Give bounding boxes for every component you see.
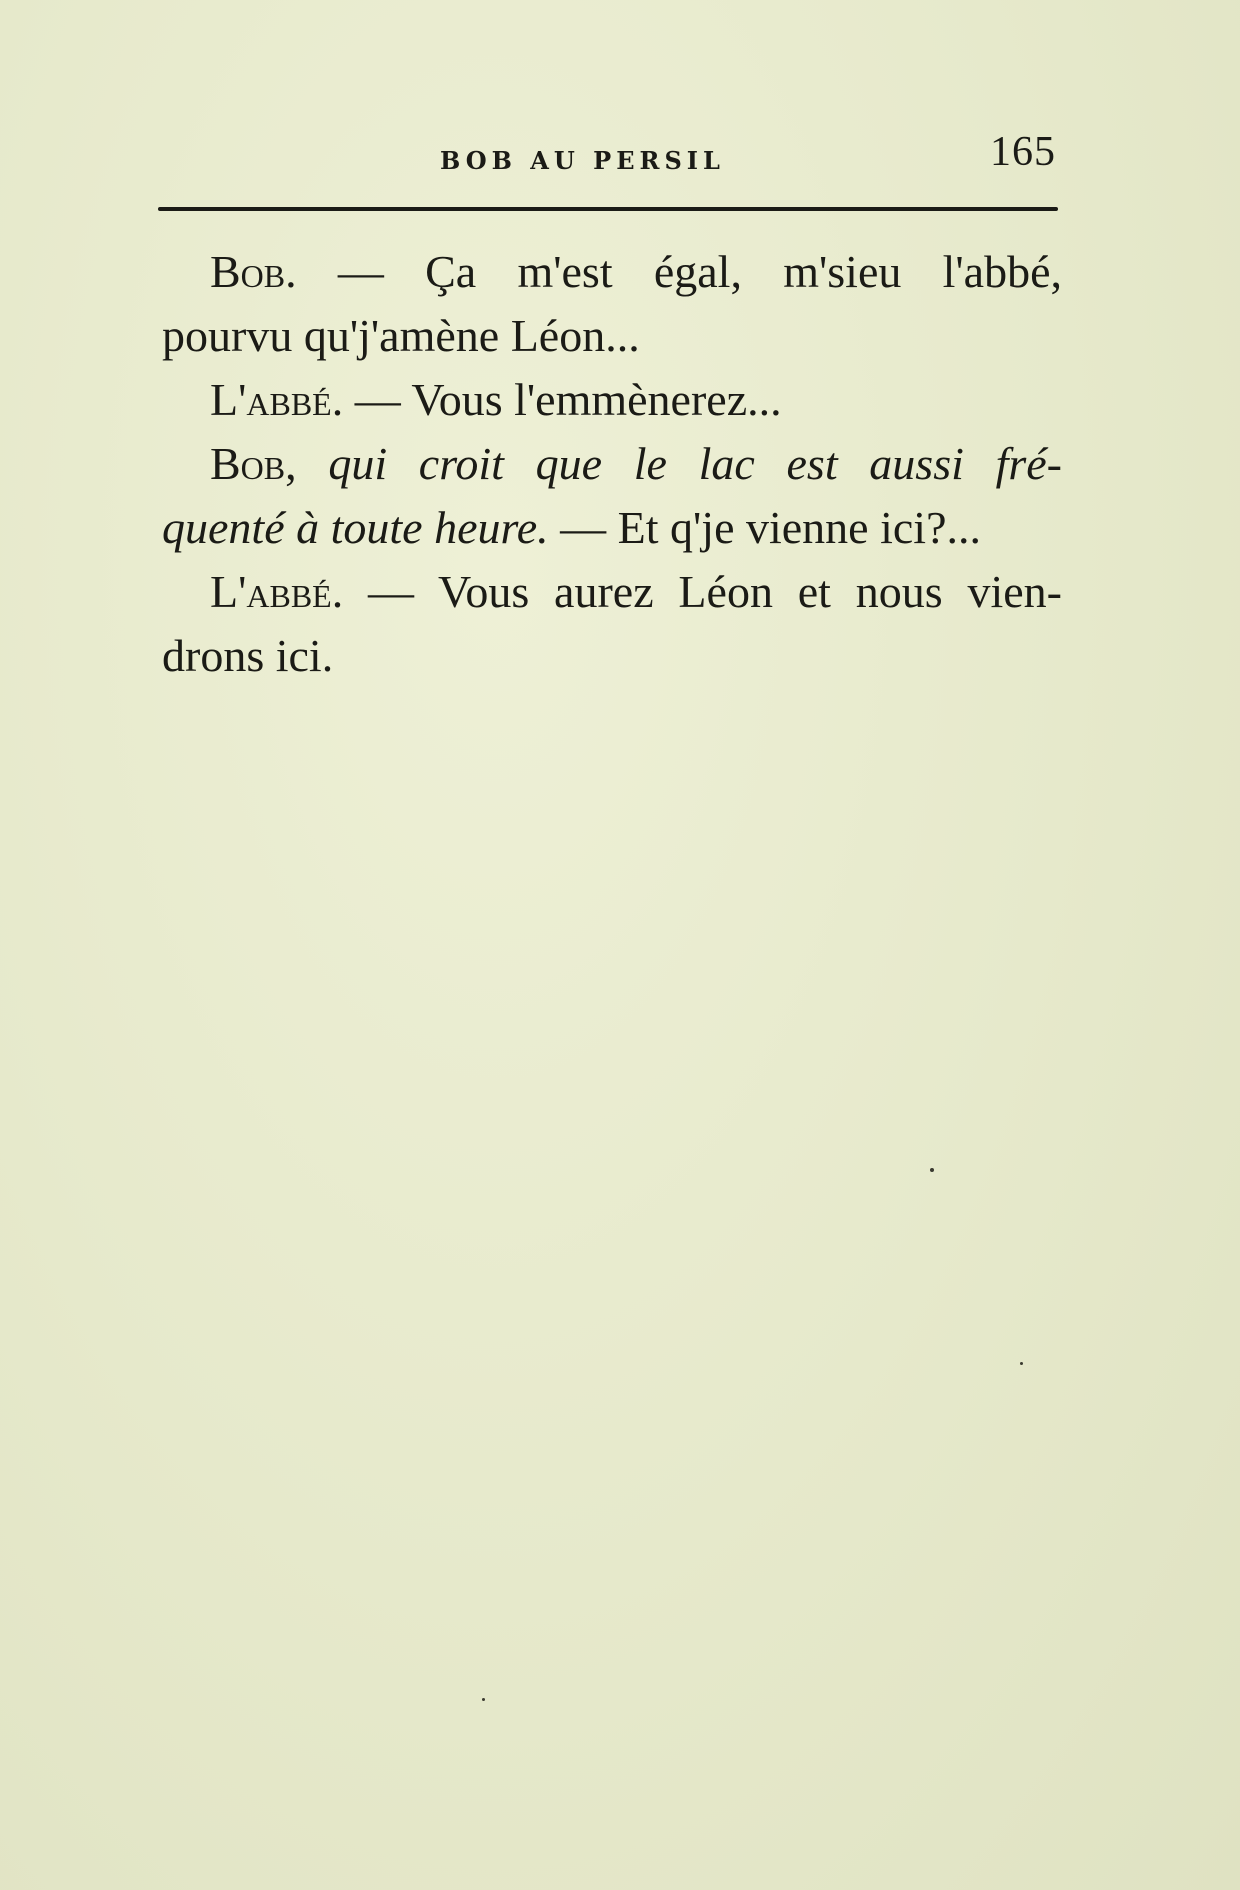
header-rule (158, 207, 1058, 211)
text-line (162, 432, 1062, 496)
speaker-name: L'abbé. (210, 566, 344, 617)
text-line (162, 496, 1062, 560)
dialogue-text-span: — Vous aurez Léon et nous vien- (343, 566, 1062, 617)
dialogue-text-span: — Vous l'emmènerez... (343, 374, 782, 425)
text-line (162, 624, 1062, 688)
dialogue-text-span: , (285, 438, 329, 489)
paper-speck (1020, 1362, 1023, 1365)
speaker-name: Bob. (210, 246, 297, 297)
speaker-name: L'abbé. (210, 374, 344, 425)
stage-direction: quenté à toute heure. (162, 502, 549, 553)
dialogue-text-span: pourvu qu'j'amène Léon... (162, 310, 640, 361)
text-line (162, 240, 1062, 304)
dialogue-text-span: — Ça m'est égal, m'sieu l'abbé, (296, 246, 1062, 297)
page-number: 165 (990, 129, 1056, 175)
text-line (162, 304, 1062, 368)
speaker-name: Bob (210, 438, 286, 489)
dialogue-text-span: drons ici. (162, 630, 334, 681)
running-title: BOB AU PERSIL (440, 146, 725, 175)
dialogue-text-span: — Et q'je vienne ici?... (548, 502, 981, 553)
paper-speck (482, 1698, 485, 1701)
paper-speck (930, 1168, 934, 1172)
text-line (162, 368, 1062, 432)
stage-direction: qui croit que le lac est aussi fré- (328, 438, 1062, 489)
dialogue-text (162, 240, 1062, 688)
running-head (0, 129, 1240, 180)
text-line (162, 560, 1062, 624)
